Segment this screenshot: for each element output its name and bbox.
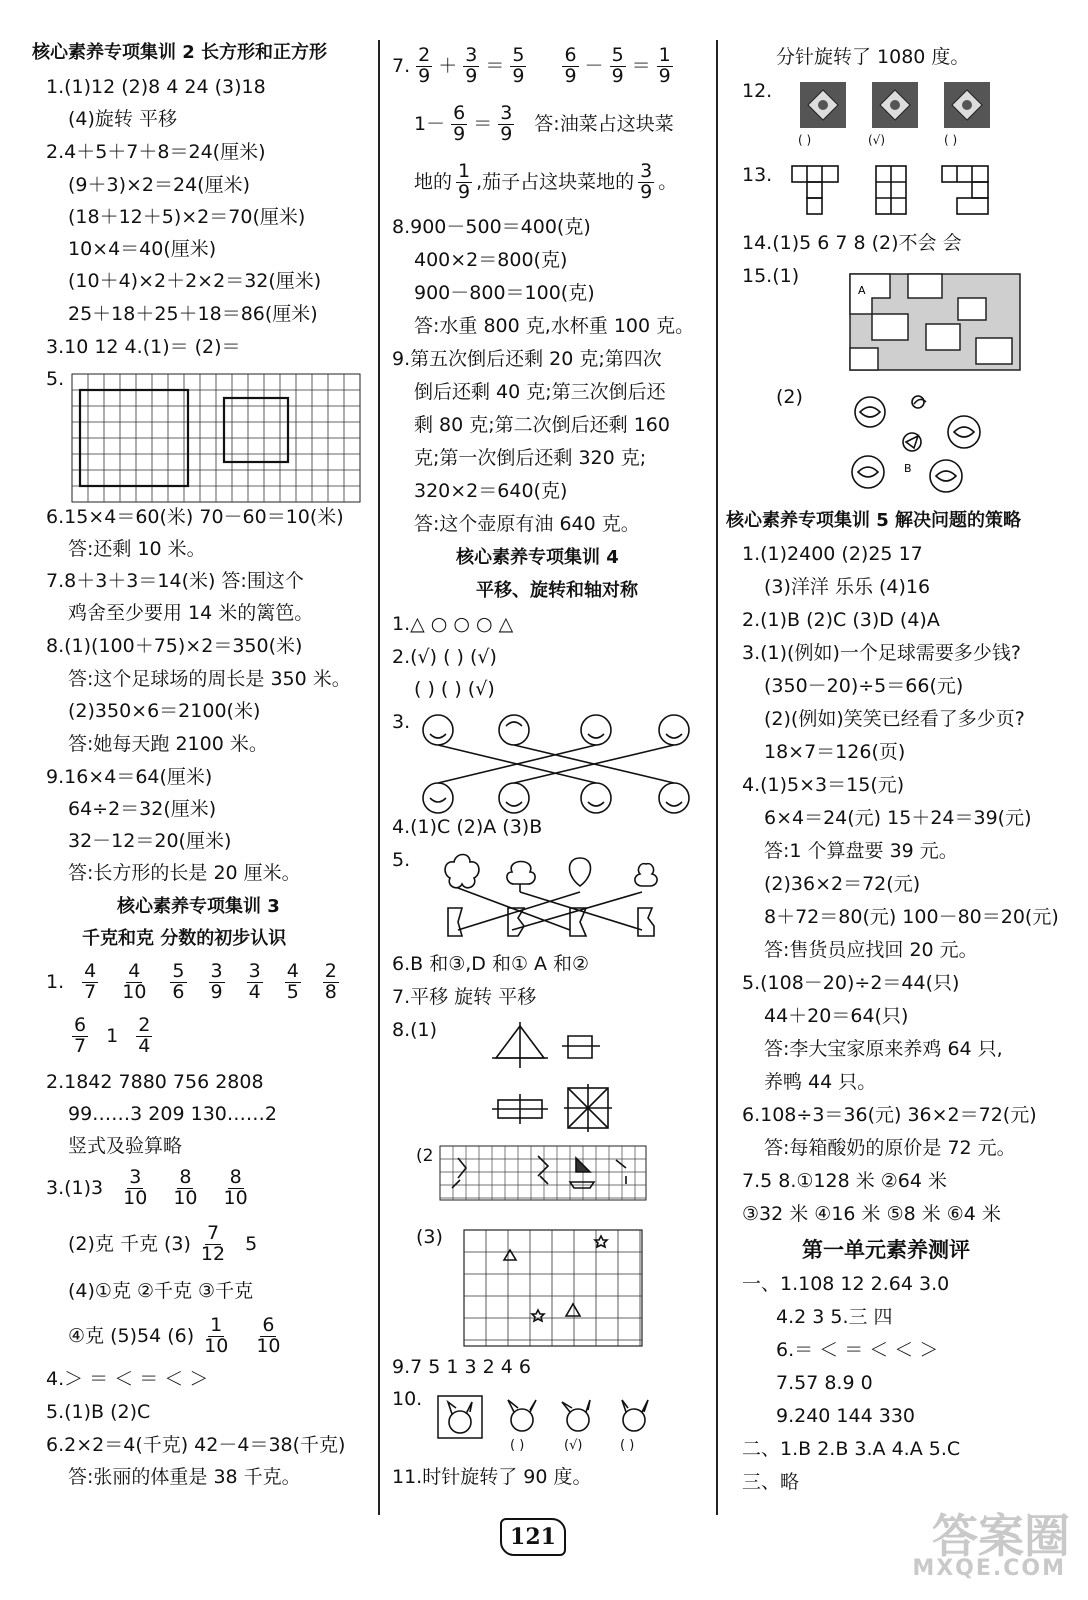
answer-text: 地的 (414, 170, 453, 193)
answer-text: 5 (245, 1232, 258, 1255)
grid-translation-figure (440, 1146, 648, 1202)
answer-line: 8.(1)(100＋75)×2＝350(米) (46, 635, 303, 657)
fraction: $\frac{8}{10}$ (173, 1166, 198, 1209)
answer-text: (2)克 千克 (3) (68, 1232, 191, 1255)
answer-line: 7.8＋3＋3＝14(米) 答:围这个 (46, 570, 304, 592)
fraction: $\frac{3}{10}$ (123, 1166, 148, 1209)
fraction: $\frac{1}{9}$ (658, 44, 671, 87)
fraction-equation: 7. $\frac{2}{9}$ ＋ $\frac{3}{9}$ ＝ $\frac{5}{9}$ $\frac{6}{9}$ － $\frac{5}{9}$ ＝ $\frac{1}{9}$ (392, 44, 671, 87)
axis-symmetry-figure (492, 1022, 632, 1132)
answer-line: 6.2×2＝4(千克) 42－4＝38(千克) (46, 1434, 346, 1456)
answer-text: 。 (658, 170, 678, 193)
answer-line: 4.(1)5×3＝15(元) (742, 774, 905, 796)
answer-line: 5. (392, 849, 411, 871)
answer-line: 答:这个壶原有油 640 克。 (414, 513, 640, 535)
answer-line: 10×4＝40(厘米) (68, 238, 217, 260)
answer-line: (3)洋洋 乐乐 (4)16 (764, 576, 931, 598)
fraction-row (68, 1016, 156, 1057)
fraction: $\frac{6}{10}$ (256, 1314, 281, 1357)
answer-line: 32－12＝20(厘米) (68, 830, 232, 852)
answer-text: ④克 (5)54 (6) (68, 1324, 195, 1347)
answer-line: 44＋20＝64(只) (764, 1005, 909, 1027)
answer-line: 18×7＝126(页) (764, 741, 906, 763)
answer-line: 答:她每天跑 2100 米。 (68, 733, 268, 755)
answer-line: 3.10 12 4.(1)＝ (2)＝ (46, 336, 241, 358)
answer-line: 答:长方形的长是 20 厘米。 (68, 862, 301, 884)
fraction: $\frac{3}{9}$ (465, 44, 478, 87)
fraction: $\frac{6}{9}$ (453, 102, 466, 145)
answer-line: 5.(1)B (2)C (46, 1401, 151, 1423)
answer-line: 克;第一次倒后还剩 320 克; (414, 447, 647, 469)
answer-line: (350－20)÷5＝66(元) (764, 675, 964, 697)
grid-rectangles-figure (72, 374, 362, 504)
answer-line: 2.1842 7880 756 2808 (46, 1071, 264, 1093)
section-title-2: 核心素养专项集训 2 长方形和正方形 (32, 42, 328, 63)
symmetry-matching-figure (442, 850, 702, 950)
fraction: $\frac{4}{10}$ (122, 960, 147, 1003)
answer-line: 5.(108－20)÷2＝44(只) (742, 972, 960, 994)
answer-line: 10. (392, 1388, 423, 1410)
fraction-row (46, 962, 343, 1003)
answer-line: 2.(√) ( ) (√) (392, 646, 497, 668)
answer-text: ,茄子占这块菜地的 (476, 170, 635, 193)
answer-line: 6.＝ ＜ ＝ ＜ ＜ ＞ (776, 1339, 939, 1361)
page-number: 121 (500, 1518, 566, 1556)
answer-line: 答:1 个算盘要 39 元。 (764, 840, 958, 862)
answer-line: 99……3 209 130……2 (68, 1103, 277, 1125)
choice-mark: (√) (868, 133, 886, 147)
rotated-tiles-figure (800, 82, 1040, 130)
svg-text:A: A (858, 284, 866, 297)
smiley-matching-figure (416, 710, 706, 820)
answer-line: 一、1.108 12 2.64 3.0 (742, 1273, 950, 1295)
fraction: $\frac{7}{12}$ (200, 1222, 226, 1265)
fraction: $\frac{1}{10}$ (204, 1314, 229, 1357)
section-title-4: 核心素养专项集训 4 (456, 547, 619, 568)
fraction: $\frac{6}{7}$ (74, 1014, 87, 1057)
answer-line: 9.240 144 330 (776, 1405, 916, 1427)
answer-line: 6.108÷3＝36(元) 36×2＝72(元) (742, 1104, 1037, 1126)
answer-line: 7.平移 旋转 平移 (392, 986, 537, 1008)
answer-line: 2.4＋5＋7＋8＝24(厘米) (46, 141, 266, 163)
answer-line: 6.15×4＝60(米) 70－60＝10(米) (46, 506, 344, 528)
fraction-row (68, 1224, 257, 1265)
fraction: $\frac{3}{4}$ (248, 960, 261, 1003)
fraction: $\frac{3}{9}$ (500, 102, 513, 145)
question-number: 7. (392, 54, 411, 77)
answer-line: 9.第五次倒后还剩 20 克;第四次 (392, 348, 662, 370)
section-subtitle-3: 千克和克 分数的初步认识 (82, 928, 287, 949)
fraction: $\frac{1}{9}$ (458, 160, 471, 203)
watermark-url: MXQE.COM (912, 1556, 1066, 1581)
fraction: $\frac{5}{9}$ (512, 44, 525, 87)
fraction: $\frac{3}{9}$ (210, 960, 223, 1003)
answer-line: 4.(1)C (2)A (3)B (392, 816, 543, 838)
answer-line: 1.(1)12 (2)8 4 24 (3)18 (46, 76, 266, 98)
tessellation-figure (846, 268, 1030, 376)
fraction: $\frac{2}{9}$ (418, 44, 431, 87)
answer-line: 400×2＝800(克) (414, 249, 568, 271)
answer-line: (3) (416, 1226, 443, 1248)
grid-position-figure (464, 1230, 644, 1348)
answer-line: 三、略 (742, 1471, 800, 1493)
answer-line: 8.900－500＝400(克) (392, 216, 591, 238)
answer-line: 64÷2＝32(厘米) (68, 798, 217, 820)
answer-line: 答:还剩 10 米。 (68, 538, 206, 560)
fraction: $\frac{4}{5}$ (286, 960, 299, 1003)
answer-line: 7.5 8.①128 米 ②64 米 (742, 1170, 948, 1192)
column-divider (716, 40, 718, 1515)
answer-line: 3.(1)(例如)一个足球需要多少钱? (742, 642, 1021, 664)
answer-line: 2.(1)B (2)C (3)D (4)A (742, 609, 940, 631)
choice-mark: (√) (564, 1438, 583, 1453)
answer-line: (2 (416, 1146, 434, 1166)
answer-line: 9.7 5 1 3 2 4 6 (392, 1356, 531, 1378)
answer-line: 9.16×4＝64(厘米) (46, 766, 213, 788)
answer-line: 竖式及验算略 (68, 1135, 183, 1157)
fraction: $\frac{8}{10}$ (223, 1166, 248, 1209)
answer-line: 900－800＝100(克) (414, 282, 595, 304)
answer-line: 1.(1)2400 (2)25 17 (742, 543, 923, 565)
fraction: $\frac{5}{9}$ (611, 44, 624, 87)
svg-text:B: B (904, 462, 912, 475)
answer-text: 1－ (414, 112, 446, 135)
answer-line: 养鸭 44 只。 (764, 1071, 877, 1093)
answer-line: 12. (742, 80, 773, 102)
answer-line: ③32 米 ④16 米 ⑤8 米 ⑥4 米 (742, 1203, 1001, 1225)
answer-line: (2) (776, 386, 803, 408)
answer-line: (2)(例如)笑笑已经看了多少页? (764, 708, 1025, 730)
question-number: 1. (46, 970, 65, 993)
fish-rotation-figure (848, 384, 1018, 494)
answer-line: 25＋18＋25＋18＝86(厘米) (68, 303, 318, 325)
choice-mark: ( ) (510, 1438, 525, 1453)
answer-line: (4)①克 ②千克 ③千克 (68, 1280, 254, 1302)
answer-line: 4.＞ ＝ ＜ ＝ ＜ ＞ (46, 1368, 209, 1390)
choice-mark: ( ) (944, 133, 958, 147)
answer-line: 6×4＝24(元) 15＋24＝39(元) (764, 807, 1032, 829)
answer-line: 剩 80 克;第二次倒后还剩 160 (414, 414, 670, 436)
section-subtitle-4: 平移、旋转和轴对称 (476, 580, 638, 601)
column-divider (378, 40, 380, 1515)
answer-line: 320×2＝640(克) (414, 480, 568, 502)
answer-line: 4.2 3 5.三 四 (776, 1306, 893, 1328)
answer-line: (4)旋转 平移 (68, 108, 177, 130)
answer-line: 答:每箱酸奶的原价是 72 元。 (764, 1137, 1016, 1159)
answer-line: (2)350×6＝2100(米) (68, 700, 261, 722)
question-number: 3.(1)3 (46, 1176, 104, 1199)
answer-line: 8.(1) (392, 1019, 438, 1041)
answer-line: 6.B 和③,D 和① A 和② (392, 953, 590, 975)
answer-line: 答:李大宝家原来养鸡 64 只, (764, 1038, 1003, 1060)
choice-mark: ( ) (798, 133, 812, 147)
answer-line: 分针旋转了 1080 度。 (776, 46, 970, 68)
answer-line: 8＋72＝80(元) 100－80＝20(元) (764, 906, 1059, 928)
answer-line: 答:张丽的体重是 38 千克。 (68, 1466, 301, 1488)
fraction: $\frac{3}{9}$ (640, 160, 653, 203)
fraction-sentence (414, 162, 677, 203)
answer-line: 倒后还剩 40 克;第三次倒后还 (414, 381, 666, 403)
answer-line: 11.时针旋转了 90 度。 (392, 1466, 592, 1488)
answer-line: 答:售货员应找回 20 元。 (764, 939, 978, 961)
answer-line: 13. (742, 164, 773, 186)
choice-mark: ( ) (620, 1438, 635, 1453)
answer-text: 答:油菜占这块菜 (534, 112, 674, 135)
answer-line: 二、1.B 2.B 3.A 4.A 5.C (742, 1438, 961, 1460)
answer-line: 1.△ ○ ○ ○ △ (392, 613, 514, 635)
answer-line: 3. (392, 711, 411, 733)
watermark-logo: 答案圈 (932, 1509, 1070, 1563)
answer-line: 鸡舍至少要用 14 米的篱笆。 (68, 602, 314, 624)
rabbit-rotation-figure (438, 1394, 658, 1444)
answer-line: 14.(1)5 6 7 8 (2)不会 会 (742, 232, 962, 254)
answer-line: (10＋4)×2＋2×2＝32(厘米) (68, 270, 322, 292)
unit-test-title: 第一单元素养测评 (802, 1238, 970, 1262)
fraction: $\frac{6}{9}$ (564, 44, 577, 87)
fraction-equation: 1－ $\frac{6}{9}$ ＝ $\frac{3}{9}$ 答:油菜占这块菜 (414, 102, 674, 145)
answer-line: 15.(1) (742, 265, 800, 287)
answer-line: (18＋12＋5)×2＝70(厘米) (68, 206, 306, 228)
number: 1 (106, 1024, 119, 1047)
answer-line: ( ) ( ) (√) (414, 678, 495, 700)
fraction: $\frac{2}{4}$ (138, 1014, 151, 1057)
section-title-3: 核心素养专项集训 3 (117, 896, 280, 917)
answer-line: 答:这个足球场的周长是 350 米。 (68, 668, 351, 690)
answer-line: 答:水重 800 克,水杯重 100 克。 (414, 315, 695, 337)
answer-line: (9＋3)×2＝24(厘米) (68, 174, 251, 196)
cube-views-figure (792, 166, 1012, 228)
section-title-5: 核心素养专项集训 5 解决问题的策略 (726, 510, 1022, 531)
fraction-row (46, 1168, 254, 1209)
answer-line: 7.57 8.9 0 (776, 1372, 873, 1394)
fraction: $\frac{5}{6}$ (172, 960, 185, 1003)
answer-line: (2)36×2＝72(元) (764, 873, 921, 895)
fraction-row (68, 1316, 287, 1357)
fraction: $\frac{2}{8}$ (324, 960, 337, 1003)
fraction: $\frac{4}{7}$ (84, 960, 97, 1003)
answer-line: 5. (46, 368, 65, 390)
